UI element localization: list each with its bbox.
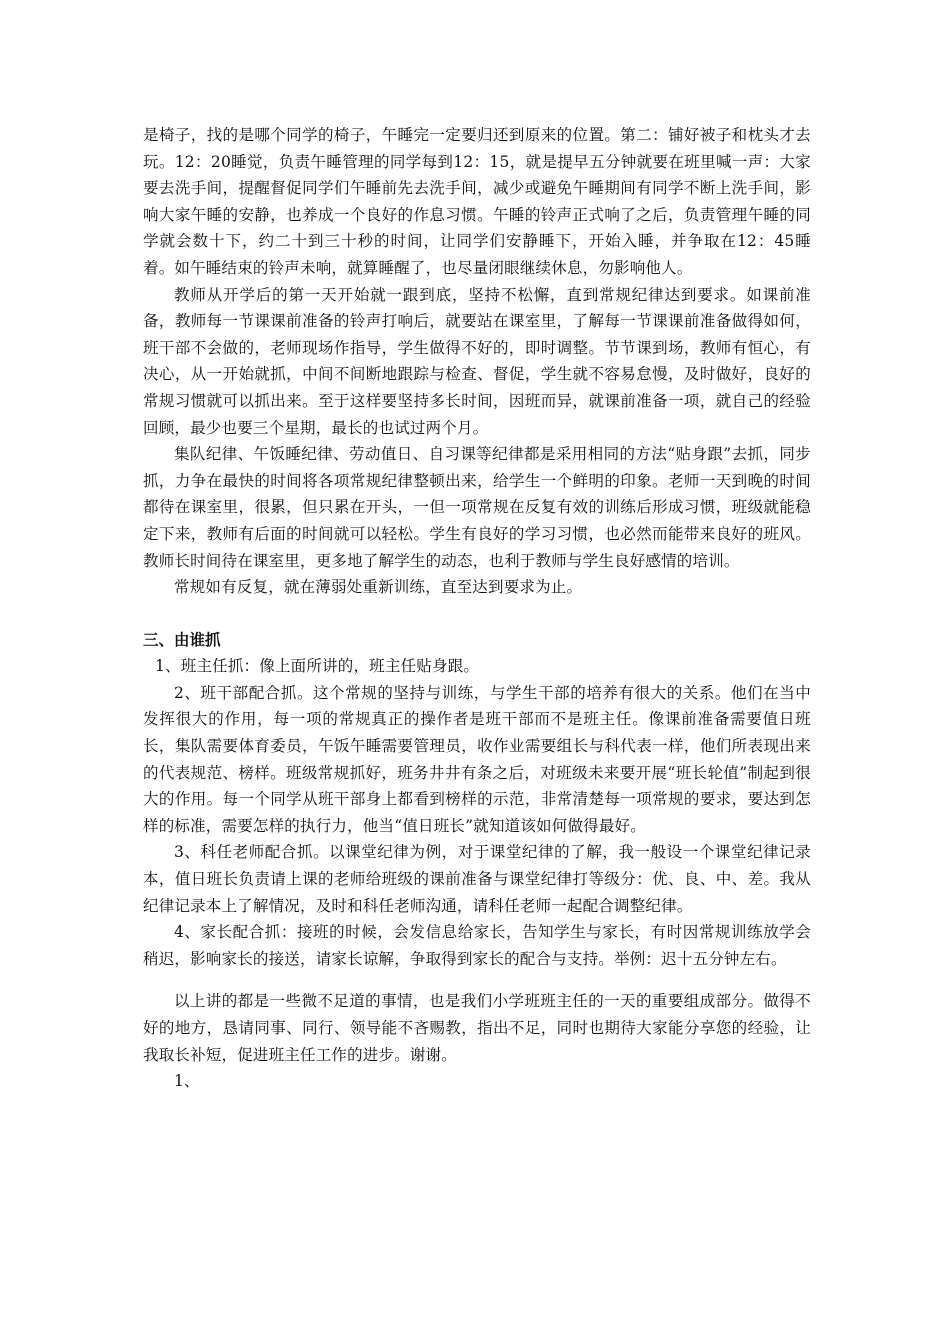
- paragraph-closing: 以上讲的都是一些微不足道的事情，也是我们小学班班主任的一天的重要组成部分。做得不好的地方，恳请同事、同行、领导能不吝赐教，指出不足，同时也期待大家能分享您的经验，让我取长补短，促进班主任工作的进步。谢谢。: [143, 992, 811, 1064]
- list-item-class-cadres: 2、班干部配合抓。这个常规的坚持与训练，与学生干部的培养有很大的关系。他们在当中发挥很大的作用，每一项的常规真正的操作者是班干部而不是班主任。像课前准备需要值日班长，集队需要体育委员，午饭午睡需要管理员，收作业需要组长与科代表一样，他们所表现出来的代表规范、榜样。班级常规抓好，班务井井有条之后，对班级未来要开展“班长轮值”制起到很大的作用。每一个同学从班干部身上都看到榜样的示范，非常清楚每一项常规的要求，要达到怎样的标准，需要怎样的执行力，他当“值日班长”就知道该如何做得最好。: [143, 683, 811, 835]
- list-item-parents: 4、家长配合抓：接班的时候，会发信息给家长，告知学生与家长，有时因常规训练放学会稍迟，影响家长的接送，请家长谅解，争取得到家长的配合与支持。举例：迟十五分钟左右。: [143, 923, 811, 968]
- document-page: [143, 122, 811, 1095]
- trailing-list-marker: 1、: [174, 1072, 200, 1091]
- list-item-subject-teachers: 3、科任老师配合抓。以课堂纪律为例，对于课堂纪律的了解，我一般设一个课堂纪律记录本，值日班长负责请上课的老师给班级的课前准备与课堂纪律打等级分：优、良、中、差。我从纪律记录本上了解情况，及时和科任老师沟通，请科任老师一起配合调整纪律。: [143, 843, 811, 915]
- section-heading: 三、由谁抓: [143, 630, 221, 649]
- paragraph-nap-rules: 是椅子，找的是哪个同学的椅子，午睡完一定要归还到原来的位置。第二：铺好被子和枕头才去玩。12：20睡觉，负责午睡管理的同学每到12：15，就是提早五分钟就要在班里喊一声：大家要去洗手间，提醒督促同学们午睡前先去洗手间，减少或避免午睡期间有同学不断上洗手间，影响大家午睡的安静，也养成一个良好的作息习惯。午睡的铃声正式响了之后，负责管理午睡的同学就会数十下，约二十到三十秒的时间，让同学们安静睡下，开始入睡，并争取在12：45睡着。如午睡结束的铃声未响，就算睡醒了，也尽量闭眼继续休息，勿影响他人。: [143, 126, 811, 277]
- list-item-head-teacher: 1、班主任抓：像上面所讲的，班主任贴身跟。: [155, 657, 480, 676]
- spacer: [143, 972, 811, 988]
- paragraph-repeat-training: 常规如有反复，就在薄弱处重新训练，直至达到要求为止。: [174, 578, 583, 597]
- spacer: [143, 601, 811, 627]
- paragraph-teacher-follow: 教师从开学后的第一天开始就一跟到底，坚持不松懈，直到常规纪律达到要求。如课前准备，教师每一节课课前准备的铃声打响后，就要站在课室里，了解每一节课课前准备做得如何，班干部不会做的，老师现场作指导，学生做得不好的，即时调整。节节课到场，教师有恒心，有决心，从一开始就抓，中间不间断地跟踪与检查、督促，学生就不容易怠慢，及时做好，良好的常规习惯就可以抓出来。至于这样要坚持多长时间，因班而异，就课前准备一项，就自己的经验回顾，最少也要三个星期，最长的也试过两个月。: [143, 285, 811, 437]
- paragraph-discipline-methods: 集队纪律、午饭睡纪律、劳动值日、自习课等纪律都是采用相同的方法“贴身跟”去抓，同步抓，力争在最快的时间将各项常规纪律整顿出来，给学生一个鲜明的印象。老师一天到晚的时间都待在课室里，很累，但只累在开头，一但一项常规在反复有效的训练后形成习惯，班级就能稳定下来，教师有后面的时间就可以轻松。学生有良好的学习习惯，也必然而能带来良好的班风。教师长时间待在课室里，更多地了解学生的动态，也利于教师与学生良好感情的培训。: [143, 445, 811, 570]
